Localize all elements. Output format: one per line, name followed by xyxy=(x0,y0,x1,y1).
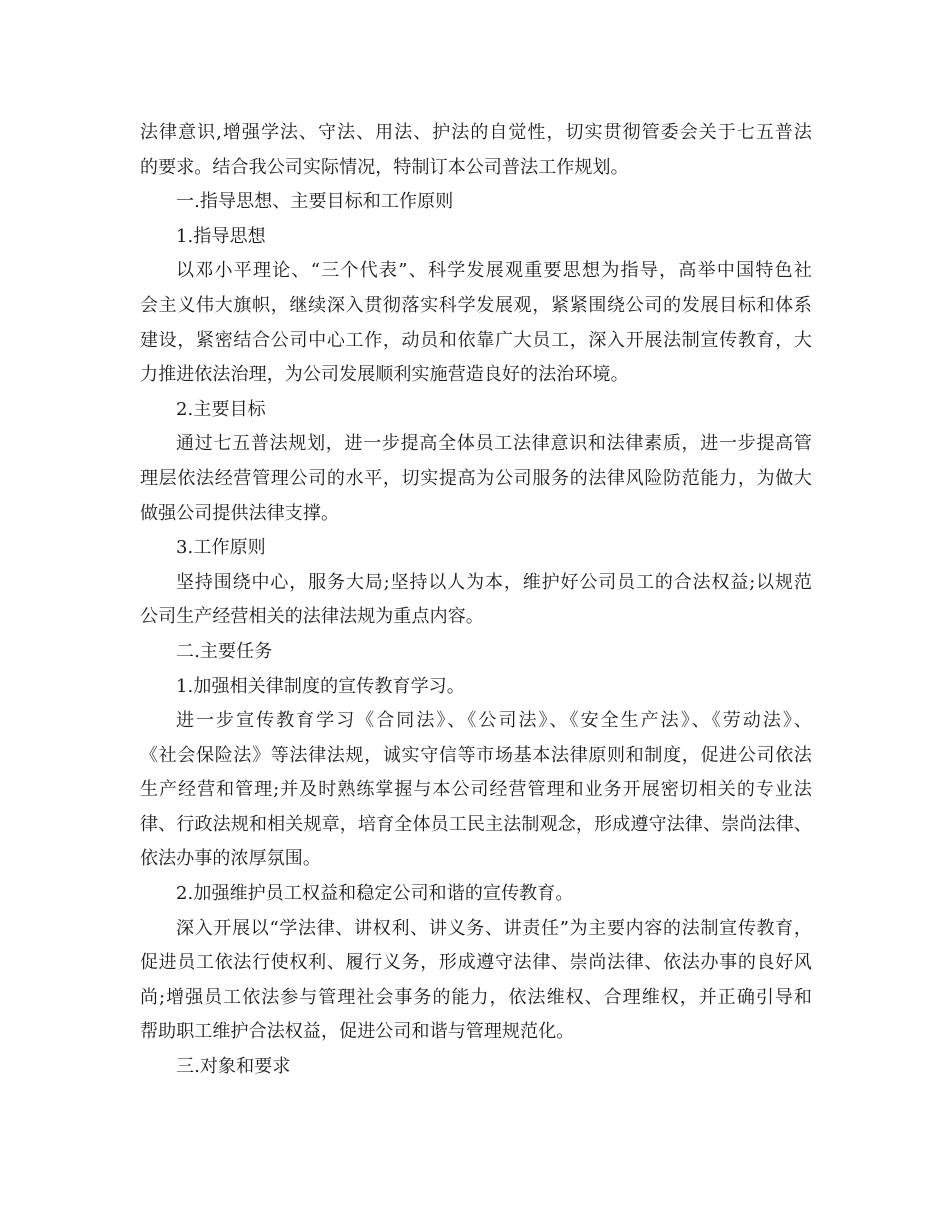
paragraph-line: 以邓小平理论、“三个代表”、科学发展观重要思想为指导，高举中国特色社 xyxy=(176,260,812,282)
paragraph-line: 依法办事的浓厚氛围。 xyxy=(140,848,321,870)
paragraph-line: 理层依法经营管理公司的水平，切实提高为公司服务的法律风险防范能力，为做大 xyxy=(140,467,812,489)
document-body xyxy=(140,116,812,1085)
paragraph-line: 公司生产经营相关的法律法规为重点内容。 xyxy=(140,606,484,628)
section-heading: 三.对象和要求 xyxy=(176,1056,291,1078)
paragraph-line: 会主义伟大旗帜，继续深入贯彻落实科学发展观，紧紧围绕公司的发展目标和体系 xyxy=(140,294,812,316)
paragraph-line: 帮助职工维护合法权益，促进公司和谐与管理规范化。 xyxy=(140,1021,575,1043)
paragraph-line: 进一步宣传教育学习《合同法》、《公司法》、《安全生产法》、《劳动法》、 xyxy=(176,710,812,732)
subsection-heading: 1.加强相关律制度的宣传教育学习。 xyxy=(176,675,465,697)
paragraph-line: 《社会保险法》等法律法规，诚实守信等市场基本法律原则和制度，促进公司依法 xyxy=(140,744,812,766)
paragraph-line: 法律意识,增强学法、守法、用法、护法的自觉性，切实贯彻管委会关于七五普法 xyxy=(140,122,812,143)
section-heading: 二.主要任务 xyxy=(176,640,273,662)
paragraph-line: 促进员工依法行使权利、履行义务，形成遵守法律、崇尚法律、依法办事的良好风 xyxy=(140,952,812,974)
paragraph-line: 生产经营和管理;并及时熟练掌握与本公司经营管理和业务开展密切相关的专业法 xyxy=(140,779,812,801)
subsection-heading: 3.工作原则 xyxy=(176,537,266,559)
paragraph-line: 建设，紧密结合公司中心工作，动员和依靠广大员工，深入开展法制宣传教育，大 xyxy=(140,329,812,351)
paragraph-line: 通过七五普法规划，进一步提高全体员工法律意识和法律素质，进一步提高管 xyxy=(176,433,812,455)
paragraph-line: 尚;增强员工依法参与管理社会事务的能力，依法维权、合理维权，并正确引导和 xyxy=(140,986,812,1008)
subsection-heading: 1.指导思想 xyxy=(176,225,266,247)
subsection-heading: 2.主要目标 xyxy=(176,398,266,420)
paragraph-line: 的要求。结合我公司实际情况，特制订本公司普法工作规划。 xyxy=(140,156,629,178)
paragraph-line: 做强公司提供法律支撑。 xyxy=(140,502,340,524)
paragraph-line: 律、行政法规和相关规章，培育全体员工民主法制观念，形成遵守法律、崇尚法律、 xyxy=(140,813,812,835)
section-heading: 一.指导思想、主要目标和工作原则 xyxy=(176,191,454,213)
paragraph-line: 力推进依法治理，为公司发展顺利实施营造良好的法治环境。 xyxy=(140,364,629,386)
paragraph-line: 深入开展以“学法律、讲权利、讲义务、讲责任”为主要内容的法制宣传教育， xyxy=(176,917,812,939)
subsection-heading: 2.加强维护员工权益和稳定公司和谐的宣传教育。 xyxy=(176,883,574,905)
paragraph-line: 坚持围绕中心，服务大局;坚持以人为本，维护好公司员工的合法权益;以规范 xyxy=(176,571,813,593)
